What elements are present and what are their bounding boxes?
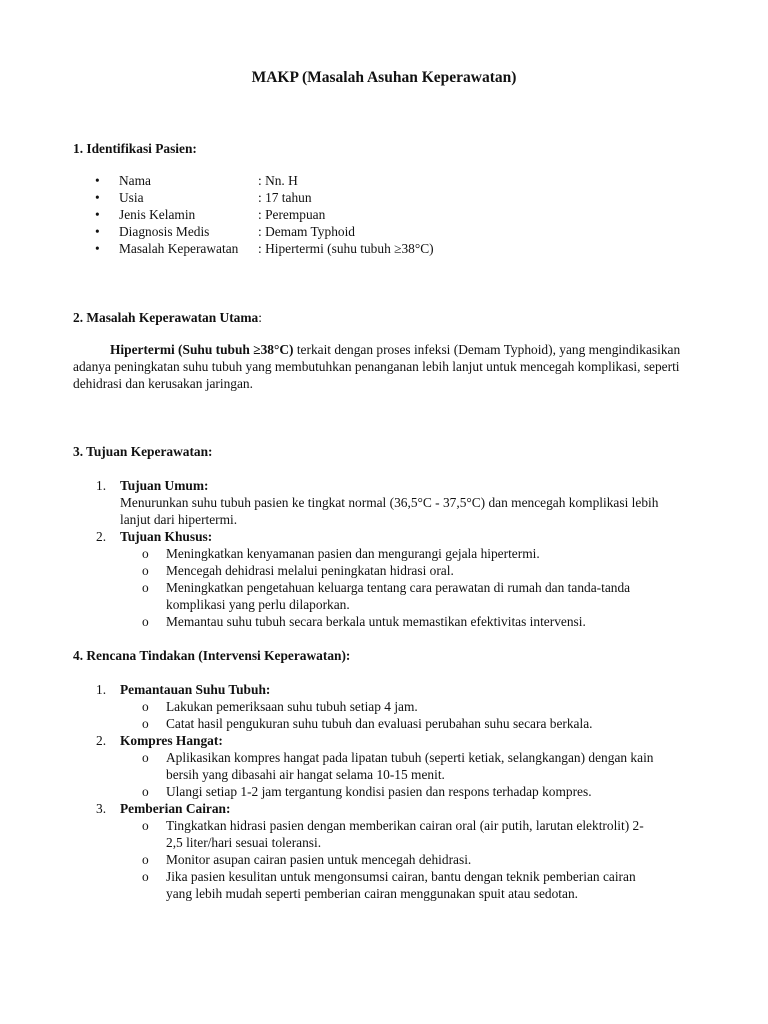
sub-item: o Ulangi setiap 1-2 jam tergantung kondisi pasien dan respons terhadap kompres. xyxy=(142,784,592,799)
sub-marker: o xyxy=(142,818,149,833)
sub-marker: o xyxy=(142,869,149,884)
bullet-icon: • xyxy=(95,207,100,222)
sub-item: o Memantau suhu tubuh secara berkala untuk memastikan efektivitas intervensi. xyxy=(142,614,586,629)
list-number: 1. xyxy=(96,478,107,493)
sub-item: o Monitor asupan cairan pasien untuk mencegah dehidrasi. xyxy=(142,852,472,867)
list-number: 2. xyxy=(96,733,107,748)
sub-item: o Catat hasil pengukuran suhu tubuh dan evaluasi perubahan suhu secara berkala. xyxy=(142,716,593,731)
list-number: 1. xyxy=(96,682,107,697)
section3-heading: 3. Tujuan Keperawatan: xyxy=(73,444,213,459)
sub-marker: o xyxy=(142,784,149,799)
goal-title: Tujuan Umum: xyxy=(120,478,209,493)
list-item xyxy=(96,732,696,800)
ident-value: : Demam Typhoid xyxy=(258,224,356,239)
list-item xyxy=(96,800,696,902)
sub-marker: o xyxy=(142,716,149,731)
list-item xyxy=(96,477,676,528)
sub-item: o Meningkatkan pengetahuan keluarga tentang cara perawatan di rumah dan tanda-tanda komplikasi yang perlu dilaporkan. xyxy=(142,580,631,612)
ident-label: Nama xyxy=(119,173,151,188)
list-number: 2. xyxy=(96,529,107,544)
sub-marker: o xyxy=(142,563,149,578)
section4-heading: 4. Rencana Tindakan (Intervensi Keperawatan): xyxy=(73,648,351,663)
sub-item: o Lakukan pemeriksaan suhu tubuh setiap 4 jam. xyxy=(142,699,418,714)
paragraph-text: terkait dengan proses infeksi (Demam Typhoid), yang mengindikasikan adanya peningkatan suhu tubuh yang membutuhkan penanganan lebih lanjut untuk mencegah komplikasi, seperti dehidrasi dan kerusakan jaringan. xyxy=(73,342,681,391)
sub-marker: o xyxy=(142,750,149,765)
sub-marker: o xyxy=(142,614,149,629)
sub-item: o Mencegah dehidrasi melalui peningkatan hidrasi oral. xyxy=(142,563,454,578)
sub-marker: o xyxy=(142,699,149,714)
goals-list xyxy=(96,477,676,630)
section1-heading: 1. Identifikasi Pasien: xyxy=(73,141,197,156)
goal-text: Menurunkan suhu tubuh pasien ke tingkat normal (36,5°C - 37,5°C) dan mencegah komplikasi lebih lanjut dari hipertermi. xyxy=(120,495,659,527)
paragraph-bold-lead: Hipertermi (Suhu tubuh ≥38°C) xyxy=(110,342,294,357)
list-number: 3. xyxy=(96,801,107,816)
interventions-list xyxy=(96,681,696,902)
ident-value: : 17 tahun xyxy=(258,190,312,205)
bullet-icon: • xyxy=(95,224,100,239)
ident-label: Diagnosis Medis xyxy=(119,224,210,239)
sub-item: o Tingkatkan hidrasi pasien dengan memberikan cairan oral (air putih, larutan elektrolit) 2-2,5 liter/hari sesuai toleransi. xyxy=(142,818,644,850)
sub-marker: o xyxy=(142,546,149,561)
section2-heading-text: 2. Masalah Keperawatan Utama xyxy=(73,310,259,325)
sub-item: o Jika pasien kesulitan untuk mengonsumsi cairan, bantu dengan teknik pemberian cairan yang lebih mudah seperti pemberian cairan menggunakan spuit atau sedotan. xyxy=(142,869,636,901)
ident-label: Usia xyxy=(119,190,144,205)
section2-heading-colon: : xyxy=(258,310,262,325)
intervention-title: Pemantauan Suhu Tubuh: xyxy=(120,682,271,697)
bullet-icon: • xyxy=(95,173,100,188)
ident-value: : Hipertermi (suhu tubuh ≥38°C) xyxy=(258,241,434,256)
section2-heading xyxy=(73,309,262,326)
section2-paragraph xyxy=(73,341,693,392)
sub-item: o Aplikasikan kompres hangat pada lipatan tubuh (seperti ketiak, selangkangan) dengan kain bersih yang dibasahi air hangat selama 10-15 menit. xyxy=(142,750,654,782)
ident-label: Masalah Keperawatan xyxy=(119,241,239,256)
intervention-title: Kompres Hangat: xyxy=(120,733,223,748)
sub-marker: o xyxy=(142,580,149,595)
sub-item: o Meningkatkan kenyamanan pasien dan mengurangi gejala hipertermi. xyxy=(142,546,540,561)
bullet-icon: • xyxy=(95,241,100,256)
ident-value: : Perempuan xyxy=(258,207,326,222)
sub-marker: o xyxy=(142,852,149,867)
bullet-icon: • xyxy=(95,190,100,205)
list-item xyxy=(96,681,696,732)
document-title: MAKP (Masalah Asuhan Keperawatan) xyxy=(251,69,517,86)
list-item xyxy=(96,528,676,630)
intervention-title: Pemberian Cairan: xyxy=(120,801,231,816)
ident-label: Jenis Kelamin xyxy=(119,207,196,222)
goal-title: Tujuan Khusus: xyxy=(120,529,213,544)
ident-value: : Nn. H xyxy=(258,173,298,188)
